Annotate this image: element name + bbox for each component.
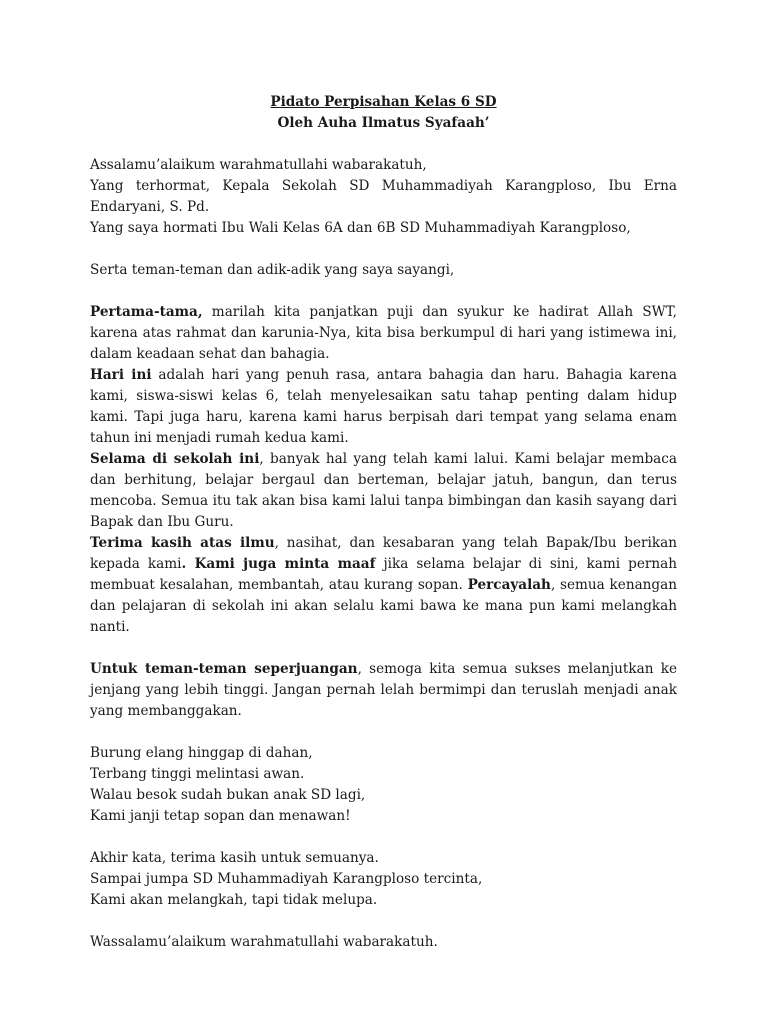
bold-phrase: . Kami juga minta maaf bbox=[181, 556, 376, 572]
pantun-stanza-1 bbox=[90, 743, 677, 827]
bold-phrase: Untuk teman-teman seperjuangan bbox=[90, 661, 358, 677]
pantun-line: Sampai jumpa SD Muhammadiyah Karangploso tercinta, bbox=[90, 871, 483, 887]
speech-title: Pidato Perpisahan Kelas 6 SD bbox=[270, 94, 497, 110]
paragraph-gratitude: Pertama-tama, marilah kita panjatkan puji dan syukur ke hadirat Allah SWT, karena atas rahmat dan karunia-Nya, kita bisa berkumpul di hari yang istimewa ini, dalam keadaan sehat dan bahagia. bbox=[90, 304, 677, 362]
respect-homeroom-teachers: Yang saya hormati Ibu Wali Kelas 6A dan 6B SD Muhammadiyah Karangploso, bbox=[90, 220, 631, 236]
bold-phrase: Pertama-tama, bbox=[90, 304, 203, 320]
title-block bbox=[90, 92, 677, 134]
paragraph-today: Hari ini adalah hari yang penuh rasa, antara bahagia dan haru. Bahagia karena kami, siswa-siswi kelas 6, telah menyelesaikan satu tahap penting dalam hidup kami. Tapi juga haru, karena kami harus berpisah dari tempat yang selama enam tahun ini menjadi rumah kedua kami. bbox=[90, 367, 678, 446]
closing-salam: Wassalamu’alaikum warahmatullahi wabarakatuh. bbox=[90, 934, 438, 950]
bold-phrase: Hari ini bbox=[90, 367, 152, 383]
greeting-friends: Serta teman-teman dan adik-adik yang saya sayangi, bbox=[90, 262, 455, 278]
pantun-line: Walau besok sudah bukan anak SD lagi, bbox=[90, 787, 366, 803]
document-page bbox=[90, 92, 677, 953]
bold-phrase: Percayalah bbox=[467, 577, 551, 593]
bold-phrase: Selama di sekolah ini bbox=[90, 451, 260, 467]
pantun-stanza-2 bbox=[90, 848, 677, 911]
opening-salam: Assalamu’alaikum warahmatullahi wabarakatuh, bbox=[90, 157, 427, 173]
pantun-line: Akhir kata, terima kasih untuk semuanya. bbox=[90, 850, 379, 866]
pantun-line: Kami akan melangkah, tapi tidak melupa. bbox=[90, 892, 378, 908]
pantun-line: Burung elang hinggap di dahan, bbox=[90, 745, 313, 761]
pantun-line: Kami janji tetap sopan dan menawan! bbox=[90, 808, 351, 824]
speech-author: Oleh Auha Ilmatus Syafaah’ bbox=[277, 115, 490, 131]
pantun-line: Terbang tinggi melintasi awan. bbox=[90, 766, 305, 782]
respect-principal: Yang terhormat, Kepala Sekolah SD Muhammadiyah Karangploso, Ibu Erna Endaryani, S. Pd. bbox=[90, 178, 677, 215]
bold-phrase: Terima kasih atas ilmu bbox=[90, 535, 275, 551]
paragraph-school-memories: Selama di sekolah ini, banyak hal yang telah kami lalui. Kami belajar membaca dan berhitung, belajar bergaul dan berteman, belajar jatuh, bangun, dan terus mencoba. Semua itu tak akan bisa kami lalui tanpa bimbingan dan kasih sayang dari Bapak dan Ibu Guru. bbox=[90, 451, 677, 530]
paragraph-thanks-teachers: Terima kasih atas ilmu, nasihat, dan kesabaran yang telah Bapak/Ibu berikan kepada kami. Kami juga minta maaf jika selama belajar di sini, kami pernah membuat kesalahan, membantah, atau kurang sopan. Percayalah, semua kenangan dan pelajaran di sekolah ini akan selalu kami bawa ke mana pun kami melangkah nanti. bbox=[90, 535, 677, 635]
paragraph-classmates: Untuk teman-teman seperjuangan, semoga kita semua sukses melanjutkan ke jenjang yang lebih tinggi. Jangan pernah lelah bermimpi dan teruslah menjadi anak yang membanggakan. bbox=[90, 661, 677, 719]
